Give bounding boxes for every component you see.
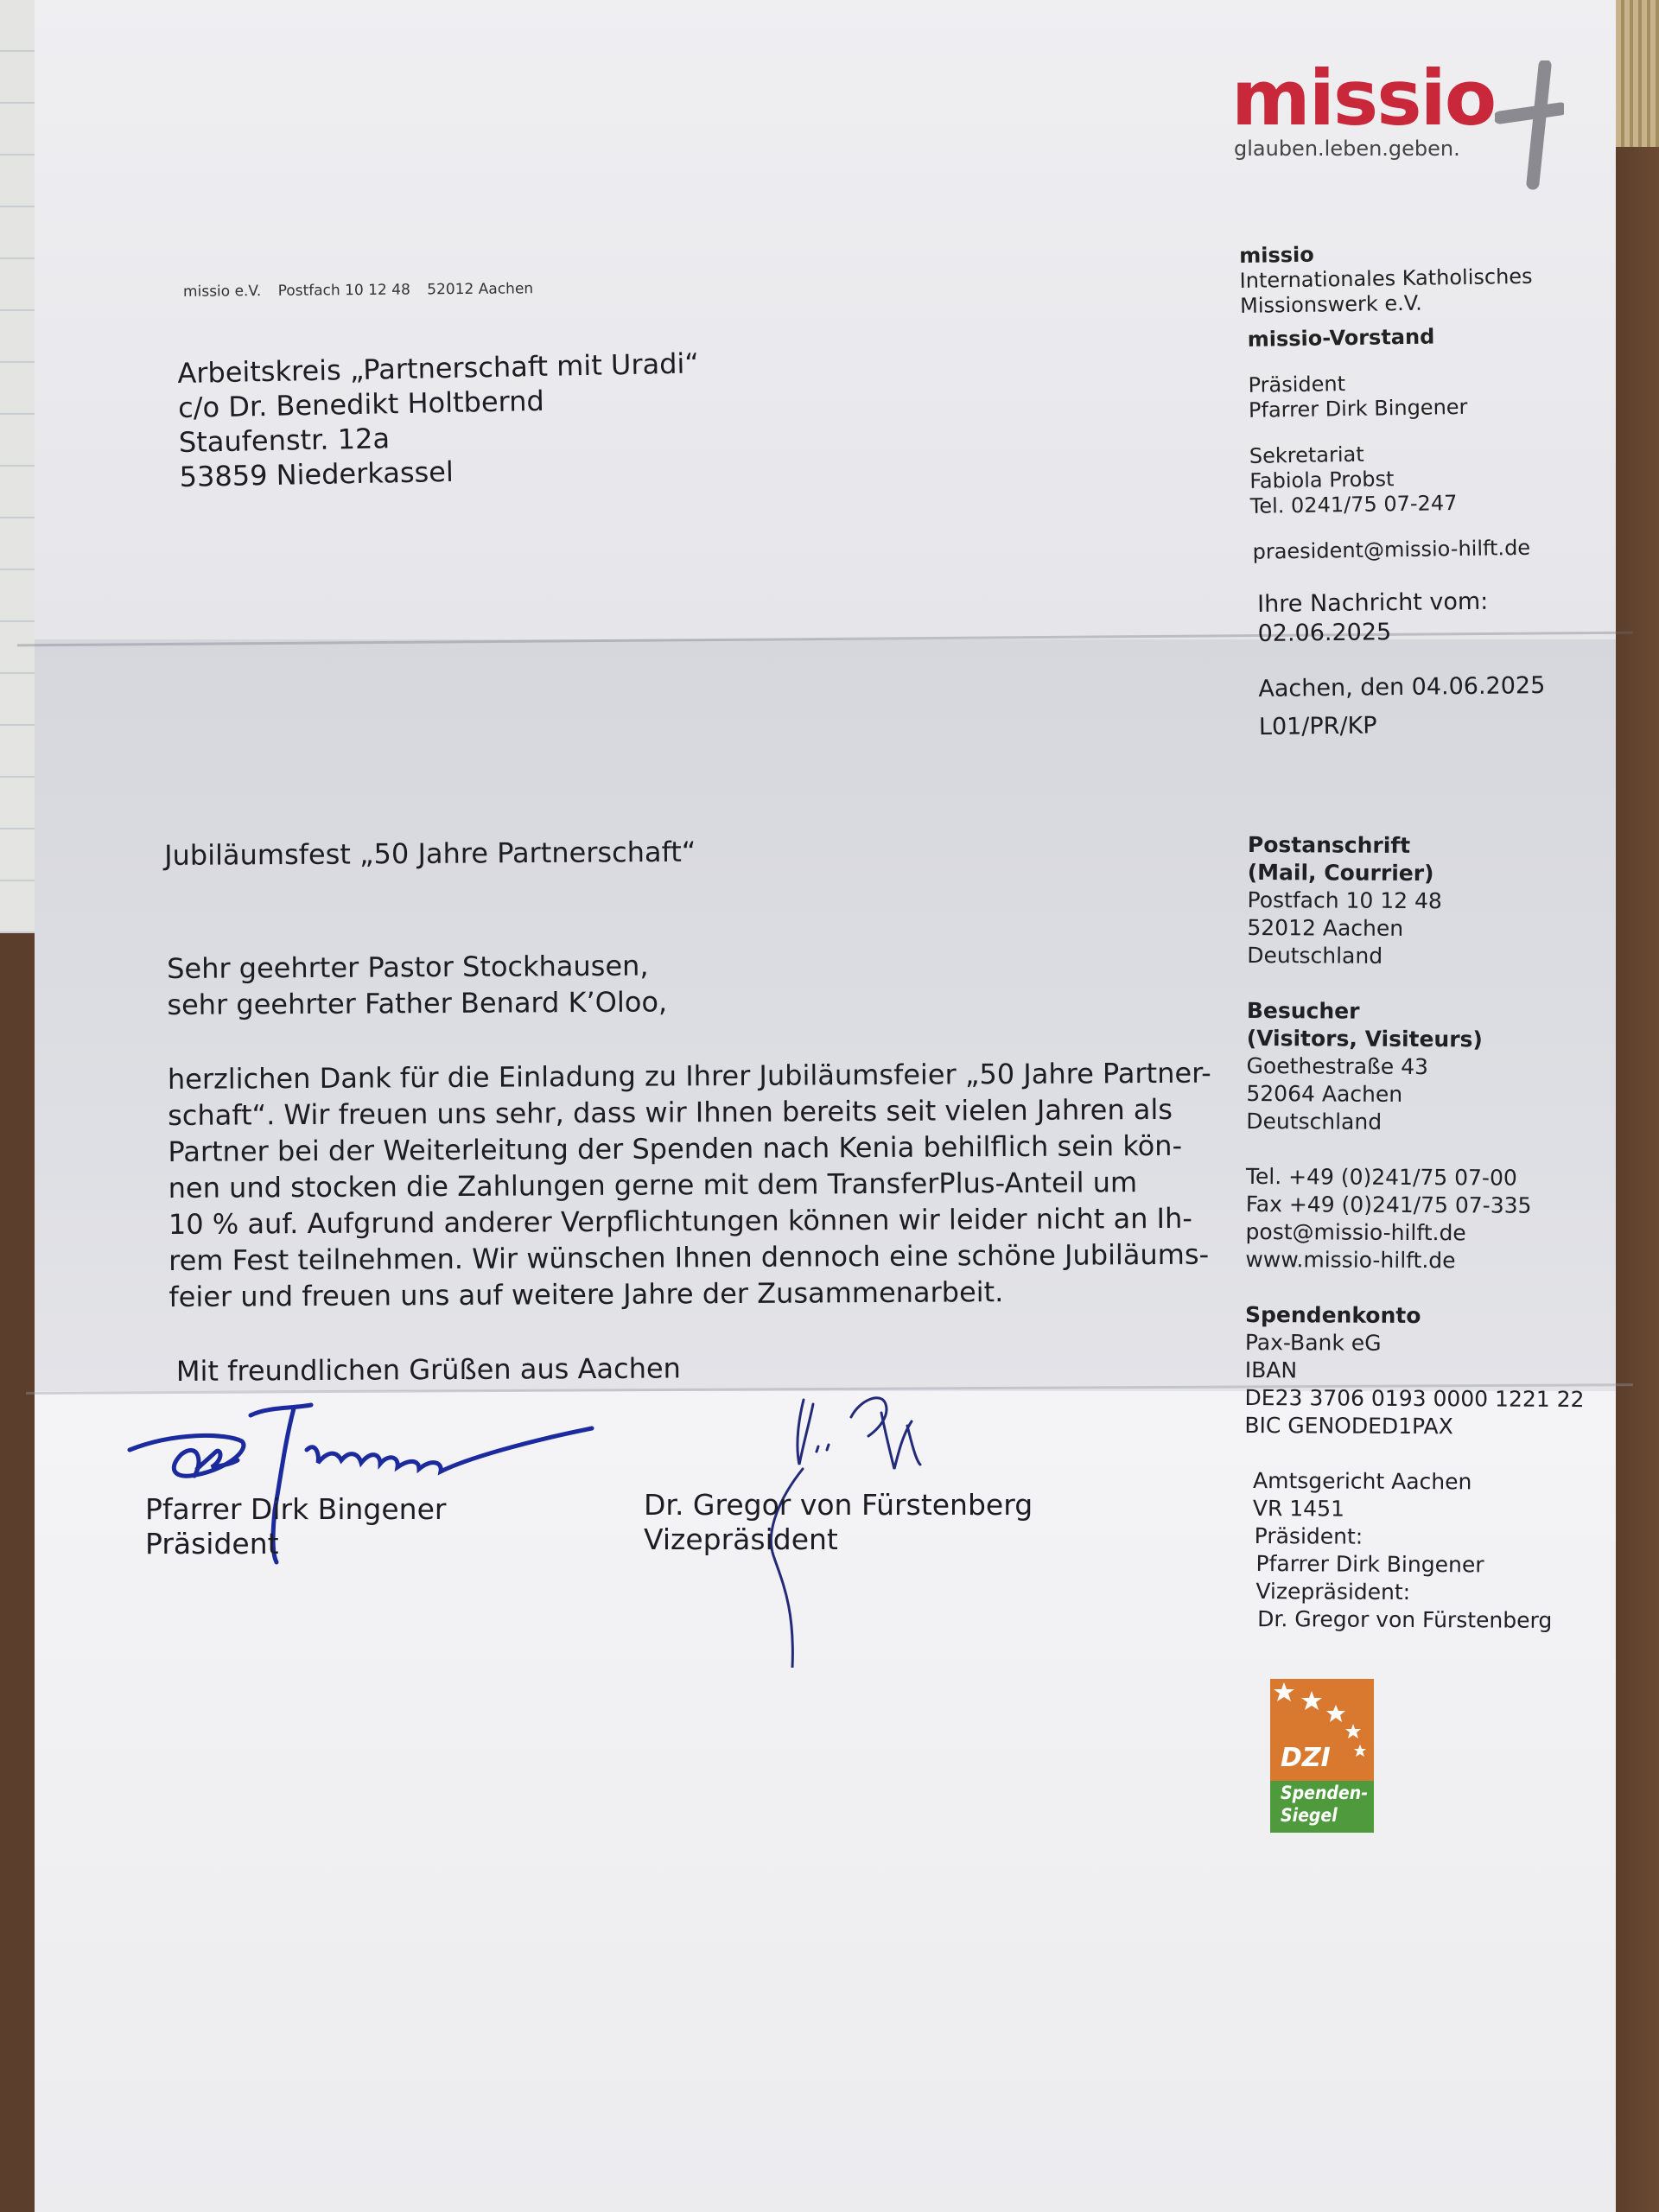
signer-title: Präsident (145, 1527, 279, 1560)
sender-info (1239, 238, 1573, 565)
recipient-line: Arbeitskreis „Partnerschaft mit Uradi“ (177, 346, 700, 390)
contact-web: www.missio-hilft.de (1245, 1246, 1456, 1274)
return-address (183, 280, 545, 301)
dzi-seal-line: Spenden- (1281, 1783, 1369, 1803)
place-date: Aachen, den 04.06.2025 (1258, 671, 1546, 702)
return-address-postbox: Postfach 10 12 48 (277, 281, 410, 300)
signer-vice-president (644, 1488, 1033, 1557)
footer-president-label: Präsident: (1254, 1523, 1363, 1549)
dzi-donation-seal (1270, 1679, 1374, 1833)
footer-vice-name: Dr. Gregor von Fürstenberg (1257, 1606, 1553, 1633)
return-address-city: 52012 Aachen (427, 280, 534, 299)
sender-org-full: Internationales Katholisches (1239, 264, 1533, 293)
body-line: feier und freuen uns auf weitere Jahre der Zusammenarbeit. (168, 1275, 1004, 1313)
president-email: praesident@missio-hilft.de (1252, 535, 1531, 564)
recipient-address (177, 346, 702, 494)
closing: Mit freundlichen Grüßen aus Aachen (175, 1351, 681, 1388)
your-message-label: Ihre Nachricht vom: (1257, 588, 1489, 618)
letter-subject: Jubiläumsfest „50 Jahre Partnerschaft“ (164, 835, 696, 872)
recipient-line: 53859 Niederkassel (179, 454, 454, 493)
logo-wordmark: missio (1231, 54, 1496, 143)
letter-meta (1257, 587, 1546, 742)
dzi-seal-line: Siegel (1281, 1805, 1338, 1826)
bank-name: Pax-Bank eG (1244, 1329, 1382, 1356)
board-heading: missio-Vorstand (1247, 324, 1435, 352)
body-line: 10 % auf. Aufgrund anderer Verpflichtungen können wir leider nicht an Ih- (168, 1201, 1192, 1241)
body-line: schaft“. Wir freuen uns sehr, dass wir Ihnen bereits seit vielen Jahren als (168, 1092, 1173, 1132)
recipient-line: Staufenstr. 12a (178, 422, 391, 459)
court: Amtsgericht Aachen (1252, 1468, 1472, 1495)
your-message-date: 02.06.2025 (1257, 619, 1392, 647)
visitor-heading: (Visitors, Visiteurs) (1246, 1025, 1483, 1052)
dzi-seal-word: DZI (1281, 1743, 1331, 1773)
president-name: Pfarrer Dirk Bingener (1248, 394, 1468, 423)
sender-org-name: missio (1239, 242, 1314, 268)
account-heading: Spendenkonto (1244, 1301, 1421, 1329)
president-label: Präsident (1248, 372, 1346, 397)
postal-heading: Postanschrift (1247, 832, 1411, 858)
body-line: Partner bei der Weiterleitung der Spenden nach Kenia behilflich sein kön- (168, 1128, 1183, 1168)
contact-tel: Tel. +49 (0)241/75 07-00 (1245, 1163, 1517, 1191)
signer-name: Dr. Gregor von Fürstenberg (644, 1488, 1033, 1522)
postal-line: Postfach 10 12 48 (1247, 887, 1442, 914)
register: VR 1451 (1252, 1496, 1345, 1522)
body-line: herzlichen Dank für die Einladung zu Ihrer Jubiläumsfeier „50 Jahre Partner- (167, 1056, 1211, 1096)
visitor-line: Goethestraße 43 (1246, 1052, 1429, 1080)
signer-name: Pfarrer Dirk Bingener (145, 1492, 447, 1526)
contact-info (1243, 831, 1593, 1635)
visitor-line: Deutschland (1246, 1108, 1382, 1135)
bic: BIC GENODED1PAX (1244, 1412, 1453, 1440)
salutation: Sehr geehrter Pastor Stockhausen, (167, 949, 649, 985)
iban: DE23 3706 0193 0000 1221 22 (1244, 1384, 1585, 1413)
visitor-heading: Besucher (1246, 997, 1360, 1024)
recipient-line: c/o Dr. Benedikt Holtbernd (177, 384, 545, 424)
secretariat-label: Sekretariat (1249, 442, 1364, 468)
iban-label: IBAN (1244, 1357, 1298, 1383)
contact-fax: Fax +49 (0)241/75 07-335 (1245, 1191, 1532, 1218)
return-address-org: missio e.V. (182, 283, 262, 301)
salutation: sehr geehrter Father Benard K’Oloo, (167, 985, 668, 1021)
signer-title: Vizepräsident (644, 1522, 838, 1556)
body-line: nen und stocken die Zahlungen gerne mit dem TransferPlus-Anteil um (168, 1166, 1138, 1205)
reference: L01/PR/KP (1258, 712, 1377, 741)
sender-org-full: Missionswerk e.V. (1239, 290, 1422, 318)
missio-logo (1231, 54, 1560, 190)
contact-email: post@missio-hilft.de (1245, 1218, 1466, 1246)
logo-tagline: glauben.leben.geben. (1234, 137, 1460, 161)
cross-icon (1495, 60, 1564, 190)
secretariat-name: Fabiola Probst (1249, 467, 1395, 493)
postal-heading: (Mail, Courrier) (1247, 859, 1434, 887)
postal-line: 52012 Aachen (1247, 914, 1404, 941)
postal-line: Deutschland (1247, 942, 1383, 969)
footer-vice-label: Vizepräsident: (1255, 1579, 1411, 1605)
signer-president (145, 1492, 446, 1561)
body-line: rem Fest teilnehmen. Wir wünschen Ihnen dennoch eine schöne Jubiläums- (168, 1237, 1210, 1277)
visitor-line: 52064 Aachen (1246, 1080, 1403, 1107)
secretariat-tel: Tel. 0241/75 07-247 (1249, 491, 1458, 518)
letter-body (167, 944, 1224, 1389)
footer-president-name: Pfarrer Dirk Bingener (1255, 1551, 1484, 1578)
